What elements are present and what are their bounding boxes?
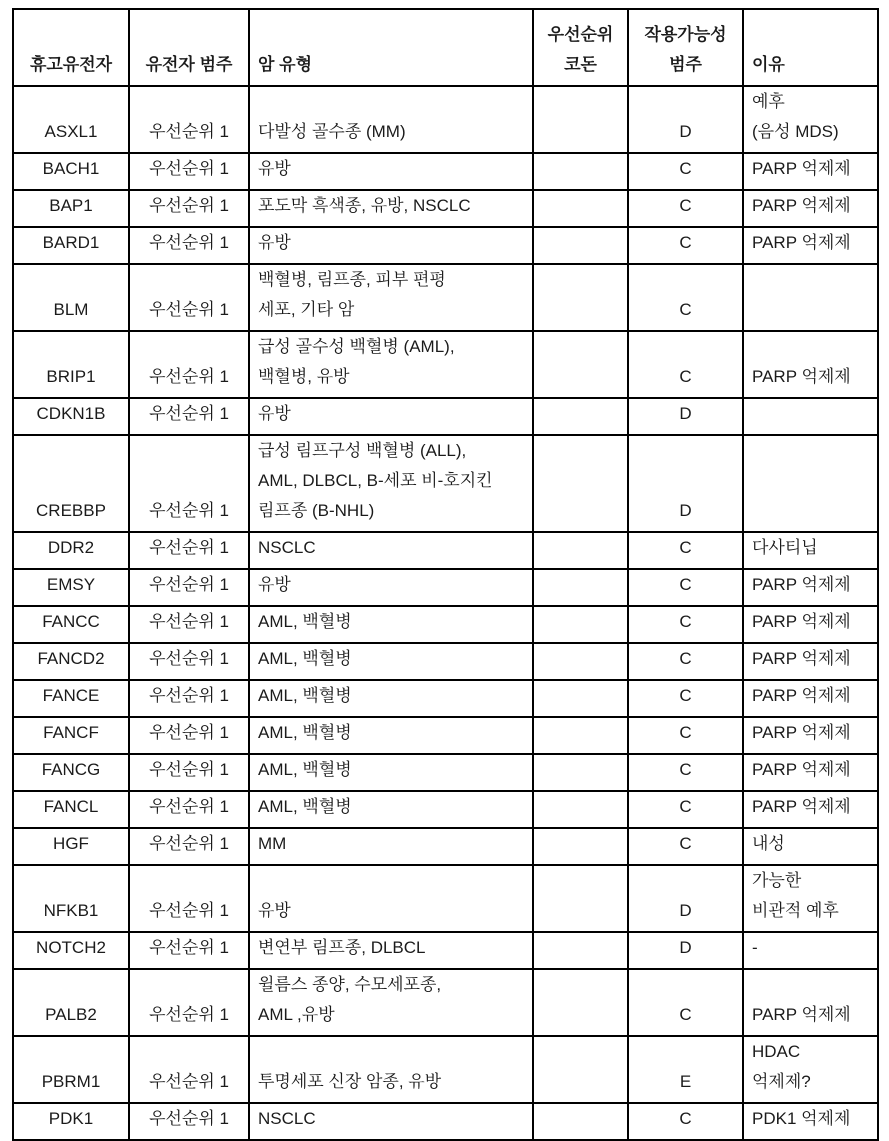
actionability-cell: C <box>628 754 743 791</box>
category-cell: 우선순위 1 <box>129 190 249 227</box>
table-row <box>13 680 878 717</box>
actionability-cell: C <box>628 717 743 754</box>
category-cell: 우선순위 1 <box>129 569 249 606</box>
reason-cell: 가능한 비관적 예후 <box>743 865 878 932</box>
actionability-cell: D <box>628 86 743 153</box>
category-cell: 우선순위 1 <box>129 606 249 643</box>
gene-cell: NFKB1 <box>13 865 129 932</box>
gene-cell: CDKN1B <box>13 398 129 435</box>
category-cell: 우선순위 1 <box>129 435 249 532</box>
category-cell: 우선순위 1 <box>129 754 249 791</box>
category-cell: 우선순위 1 <box>129 227 249 264</box>
gene-priority-table <box>12 8 879 1141</box>
reason-cell <box>743 398 878 435</box>
priority-codon-cell <box>533 680 628 717</box>
priority-codon-cell <box>533 331 628 398</box>
category-cell: 우선순위 1 <box>129 331 249 398</box>
cancer-type-cell: 급성 골수성 백혈병 (AML), 백혈병, 유방 <box>249 331 533 398</box>
priority-codon-cell <box>533 227 628 264</box>
gene-cell: DDR2 <box>13 532 129 569</box>
category-cell: 우선순위 1 <box>129 643 249 680</box>
cancer-type-cell: AML, 백혈병 <box>249 643 533 680</box>
cancer-type-cell: 유방 <box>249 153 533 190</box>
gene-cell: FANCE <box>13 680 129 717</box>
actionability-cell: C <box>628 680 743 717</box>
table-body <box>13 86 878 1140</box>
actionability-cell: C <box>628 153 743 190</box>
actionability-cell: C <box>628 1103 743 1140</box>
priority-codon-cell <box>533 643 628 680</box>
reason-cell: PARP 억제제 <box>743 791 878 828</box>
table-row <box>13 569 878 606</box>
priority-codon-cell <box>533 398 628 435</box>
category-cell: 우선순위 1 <box>129 969 249 1036</box>
gene-cell: PDK1 <box>13 1103 129 1140</box>
actionability-cell: C <box>628 532 743 569</box>
gene-cell: NOTCH2 <box>13 932 129 969</box>
reason-cell: PARP 억제제 <box>743 680 878 717</box>
category-cell: 우선순위 1 <box>129 932 249 969</box>
table-row <box>13 435 878 532</box>
gene-cell: CREBBP <box>13 435 129 532</box>
actionability-cell: C <box>628 331 743 398</box>
reason-cell <box>743 435 878 532</box>
gene-cell: BLM <box>13 264 129 331</box>
cancer-type-cell: AML, 백혈병 <box>249 717 533 754</box>
priority-codon-cell <box>533 1103 628 1140</box>
category-cell: 우선순위 1 <box>129 153 249 190</box>
reason-cell: PDK1 억제제 <box>743 1103 878 1140</box>
actionability-cell: C <box>628 569 743 606</box>
gene-cell: BACH1 <box>13 153 129 190</box>
actionability-cell: C <box>628 227 743 264</box>
table-row <box>13 264 878 331</box>
priority-codon-cell <box>533 569 628 606</box>
cancer-type-cell: 포도막 흑색종, 유방, NSCLC <box>249 190 533 227</box>
actionability-cell: C <box>628 969 743 1036</box>
gene-cell: BRIP1 <box>13 331 129 398</box>
priority-codon-cell <box>533 828 628 865</box>
actionability-cell: C <box>628 264 743 331</box>
table-row <box>13 153 878 190</box>
table-row <box>13 717 878 754</box>
table-row <box>13 932 878 969</box>
actionability-cell: C <box>628 791 743 828</box>
table-row <box>13 227 878 264</box>
gene-cell: FANCG <box>13 754 129 791</box>
table-row <box>13 865 878 932</box>
gene-cell: PALB2 <box>13 969 129 1036</box>
gene-cell: FANCC <box>13 606 129 643</box>
reason-cell: PARP 억제제 <box>743 606 878 643</box>
category-cell: 우선순위 1 <box>129 865 249 932</box>
table-row <box>13 1036 878 1103</box>
table-row <box>13 791 878 828</box>
table-row <box>13 969 878 1036</box>
reason-cell: PARP 억제제 <box>743 969 878 1036</box>
category-cell: 우선순위 1 <box>129 1036 249 1103</box>
table-row <box>13 532 878 569</box>
actionability-cell: D <box>628 865 743 932</box>
actionability-cell: C <box>628 828 743 865</box>
priority-codon-cell <box>533 86 628 153</box>
table-row <box>13 754 878 791</box>
reason-cell <box>743 264 878 331</box>
category-cell: 우선순위 1 <box>129 717 249 754</box>
cancer-type-cell: MM <box>249 828 533 865</box>
table-row <box>13 398 878 435</box>
reason-cell: PARP 억제제 <box>743 190 878 227</box>
priority-codon-cell <box>533 791 628 828</box>
actionability-cell: C <box>628 190 743 227</box>
gene-cell: BARD1 <box>13 227 129 264</box>
cancer-type-cell: AML, 백혈병 <box>249 606 533 643</box>
reason-cell: 내성 <box>743 828 878 865</box>
reason-cell: PARP 억제제 <box>743 153 878 190</box>
table-row <box>13 606 878 643</box>
reason-cell: - <box>743 932 878 969</box>
reason-cell: 다사티닙 <box>743 532 878 569</box>
cancer-type-cell: 백혈병, 림프종, 피부 편평 세포, 기타 암 <box>249 264 533 331</box>
category-cell: 우선순위 1 <box>129 828 249 865</box>
category-cell: 우선순위 1 <box>129 1103 249 1140</box>
category-cell: 우선순위 1 <box>129 264 249 331</box>
gene-cell: BAP1 <box>13 190 129 227</box>
cancer-type-cell: 변연부 림프종, DLBCL <box>249 932 533 969</box>
category-cell: 우선순위 1 <box>129 532 249 569</box>
gene-cell: FANCD2 <box>13 643 129 680</box>
header-cell-priority-codon: 우선순위 코돈 <box>533 9 628 86</box>
gene-cell: HGF <box>13 828 129 865</box>
actionability-cell: D <box>628 398 743 435</box>
reason-cell: PARP 억제제 <box>743 331 878 398</box>
gene-cell: FANCL <box>13 791 129 828</box>
cancer-type-cell: 유방 <box>249 227 533 264</box>
actionability-cell: C <box>628 606 743 643</box>
cancer-type-cell: AML, 백혈병 <box>249 791 533 828</box>
gene-cell: ASXL1 <box>13 86 129 153</box>
reason-cell: PARP 억제제 <box>743 717 878 754</box>
table-row <box>13 643 878 680</box>
reason-cell: HDAC 억제제? <box>743 1036 878 1103</box>
cancer-type-cell: 투명세포 신장 암종, 유방 <box>249 1036 533 1103</box>
table-row <box>13 828 878 865</box>
actionability-cell: D <box>628 435 743 532</box>
cancer-type-cell: NSCLC <box>249 1103 533 1140</box>
cancer-type-cell: 유방 <box>249 569 533 606</box>
table-row <box>13 190 878 227</box>
reason-cell: 예후 (음성 MDS) <box>743 86 878 153</box>
table-row <box>13 1103 878 1140</box>
reason-cell: PARP 억제제 <box>743 754 878 791</box>
gene-cell: PBRM1 <box>13 1036 129 1103</box>
category-cell: 우선순위 1 <box>129 86 249 153</box>
priority-codon-cell <box>533 264 628 331</box>
cancer-type-cell: 다발성 골수종 (MM) <box>249 86 533 153</box>
cancer-type-cell: 유방 <box>249 398 533 435</box>
priority-codon-cell <box>533 932 628 969</box>
cancer-type-cell: 유방 <box>249 865 533 932</box>
priority-codon-cell <box>533 153 628 190</box>
category-cell: 우선순위 1 <box>129 791 249 828</box>
header-cell-actionability: 작용가능성 범주 <box>628 9 743 86</box>
reason-cell: PARP 억제제 <box>743 227 878 264</box>
cancer-type-cell: AML, 백혈병 <box>249 680 533 717</box>
priority-codon-cell <box>533 865 628 932</box>
cancer-type-cell: AML, 백혈병 <box>249 754 533 791</box>
category-cell: 우선순위 1 <box>129 680 249 717</box>
header-cell-reason: 이유 <box>743 9 878 86</box>
actionability-cell: D <box>628 932 743 969</box>
reason-cell: PARP 억제제 <box>743 569 878 606</box>
priority-codon-cell <box>533 969 628 1036</box>
cancer-type-cell: 윌름스 종양, 수모세포종, AML ,유방 <box>249 969 533 1036</box>
actionability-cell: C <box>628 643 743 680</box>
reason-cell: PARP 억제제 <box>743 643 878 680</box>
priority-codon-cell <box>533 606 628 643</box>
priority-codon-cell <box>533 717 628 754</box>
actionability-cell: E <box>628 1036 743 1103</box>
priority-codon-cell <box>533 754 628 791</box>
priority-codon-cell <box>533 435 628 532</box>
cancer-type-cell: NSCLC <box>249 532 533 569</box>
priority-codon-cell <box>533 532 628 569</box>
header-cell-gene-category: 유전자 범주 <box>129 9 249 86</box>
table-row <box>13 86 878 153</box>
gene-cell: EMSY <box>13 569 129 606</box>
header-row <box>13 9 878 86</box>
priority-codon-cell <box>533 190 628 227</box>
category-cell: 우선순위 1 <box>129 398 249 435</box>
table-row <box>13 331 878 398</box>
priority-codon-cell <box>533 1036 628 1103</box>
cancer-type-cell: 급성 림프구성 백혈병 (ALL), AML, DLBCL, B-세포 비-호지킨 림프종 (B-NHL) <box>249 435 533 532</box>
gene-cell: FANCF <box>13 717 129 754</box>
header-cell-hugo-gene: 휴고유전자 <box>13 9 129 86</box>
header-cell-cancer-type: 암 유형 <box>249 9 533 86</box>
